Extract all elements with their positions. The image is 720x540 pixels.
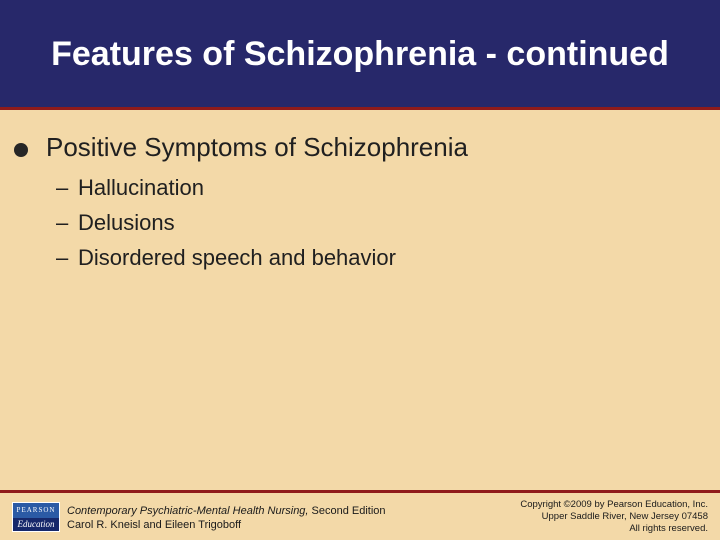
dash-icon: – xyxy=(56,174,69,200)
sub-bullet-list xyxy=(56,170,396,275)
dash-icon: – xyxy=(56,244,69,270)
pearson-logo xyxy=(12,502,60,532)
sub-bullet-text: Hallucination xyxy=(78,174,204,200)
copyright-line-1: Copyright ©2009 by Pearson Education, Inc. xyxy=(520,499,708,510)
title-divider xyxy=(0,107,720,110)
copyright-line-3: All rights reserved. xyxy=(629,523,708,534)
book-title: Contemporary Psychiatric-Mental Health Nursing, xyxy=(67,505,309,517)
book-edition: Second Edition xyxy=(308,505,386,517)
footer-copyright xyxy=(520,499,708,535)
sub-bullet-hallucination xyxy=(56,170,396,205)
copyright-line-2: Upper Saddle River, New Jersey 07458 xyxy=(541,511,708,522)
dash-icon: – xyxy=(56,209,69,235)
title-bar xyxy=(0,0,720,107)
sub-bullet-disordered-speech xyxy=(56,240,396,275)
book-authors: Carol R. Kneisl and Eileen Trigoboff xyxy=(67,519,242,531)
logo-top-text: PEARSON xyxy=(13,503,59,518)
slide-title: Features of Schizophrenia - continued xyxy=(51,34,669,73)
sub-bullet-text: Delusions xyxy=(78,209,175,235)
main-bullet-text: Positive Symptoms of Schizophrenia xyxy=(46,132,468,162)
sub-bullet-text: Disordered speech and behavior xyxy=(78,244,396,270)
bullet-dot-icon xyxy=(14,143,28,157)
sub-bullet-delusions xyxy=(56,205,396,240)
footer-citation xyxy=(67,504,386,532)
main-bullet xyxy=(14,132,468,163)
footer-divider xyxy=(0,490,720,493)
logo-bottom-text: Education xyxy=(13,518,59,531)
